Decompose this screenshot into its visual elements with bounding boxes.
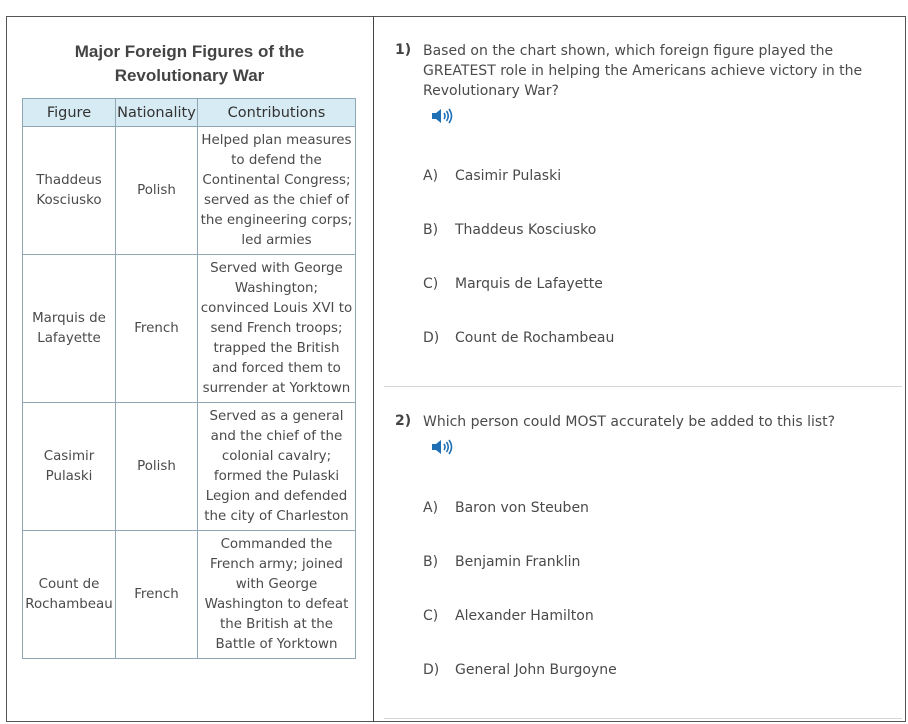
choice-d[interactable] — [423, 660, 617, 680]
contributions-cell: Helped plan measures to defend the Continental Congress; served as the chief of the engineering corps; led armies — [197, 127, 355, 255]
choice-text: Baron von Steuben — [455, 500, 589, 516]
table-row — [23, 255, 356, 403]
choice-c[interactable] — [423, 606, 594, 626]
question-separator — [384, 386, 902, 387]
column-header-figure: Figure — [23, 99, 116, 127]
question-text: Which person could MOST accurately be added to this list? — [423, 414, 836, 430]
figure-cell: Count de Rochambeau — [23, 531, 116, 659]
figure-cell: Thaddeus Kosciusko — [23, 127, 116, 255]
contributions-cell: Commanded the French army; joined with George Washington to defeat the British at the Battle of Yorktown — [197, 531, 355, 659]
choice-text: Count de Rochambeau — [455, 330, 615, 346]
choice-text: Alexander Hamilton — [455, 608, 594, 624]
contributions-cell: Served as a general and the chief of the colonial cavalry; formed the Pulaski Legion and defended the city of Charleston — [197, 403, 355, 531]
choice-c[interactable] — [423, 274, 603, 294]
choice-text: Thaddeus Kosciusko — [455, 222, 597, 238]
questions-panel — [374, 17, 905, 721]
table-header-row — [23, 99, 356, 127]
choice-letter: D) — [423, 330, 440, 346]
table-row — [23, 127, 356, 255]
choice-b[interactable] — [423, 552, 580, 572]
speaker-icon[interactable] — [431, 438, 453, 456]
column-header-nationality: Nationality — [115, 99, 197, 127]
nationality-cell: French — [115, 531, 197, 659]
question-number: 1) — [395, 42, 412, 58]
choice-text: Casimir Pulaski — [455, 168, 562, 184]
choice-letter: B) — [423, 222, 439, 238]
choice-letter: C) — [423, 276, 439, 292]
chart-title: Major Foreign Figures of the Revolutionary War — [74, 42, 305, 85]
choice-letter: B) — [423, 554, 439, 570]
question-text: Based on the chart shown, which foreign figure played the GREATEST role in helping the Americans achieve victory in the Revolutionary War? — [423, 43, 863, 99]
table-row — [23, 531, 356, 659]
nationality-cell: French — [115, 255, 197, 403]
choice-text: Benjamin Franklin — [455, 554, 581, 570]
choice-a[interactable] — [423, 166, 561, 186]
question-number: 2) — [395, 413, 412, 429]
choice-text: General John Burgoyne — [455, 662, 617, 678]
speaker-icon[interactable] — [431, 107, 453, 125]
choice-text: Marquis de Lafayette — [455, 276, 603, 292]
choice-letter: C) — [423, 608, 439, 624]
table-row — [23, 403, 356, 531]
choice-b[interactable] — [423, 220, 596, 240]
contributions-cell: Served with George Washington; convinced Louis XVI to send French troops; trapped the British and forced them to surrender at Yorktown — [197, 255, 355, 403]
question-separator — [384, 718, 902, 719]
choice-letter: A) — [423, 500, 439, 516]
choice-letter: A) — [423, 168, 439, 184]
chart-panel — [22, 36, 357, 652]
figure-cell: Casimir Pulaski — [23, 403, 116, 531]
figures-table — [22, 98, 356, 659]
choice-a[interactable] — [423, 498, 589, 518]
choice-d[interactable] — [423, 328, 614, 348]
column-header-contributions: Contributions — [197, 99, 355, 127]
nationality-cell: Polish — [115, 403, 197, 531]
nationality-cell: Polish — [115, 127, 197, 255]
figure-cell: Marquis de Lafayette — [23, 255, 116, 403]
choice-letter: D) — [423, 662, 440, 678]
